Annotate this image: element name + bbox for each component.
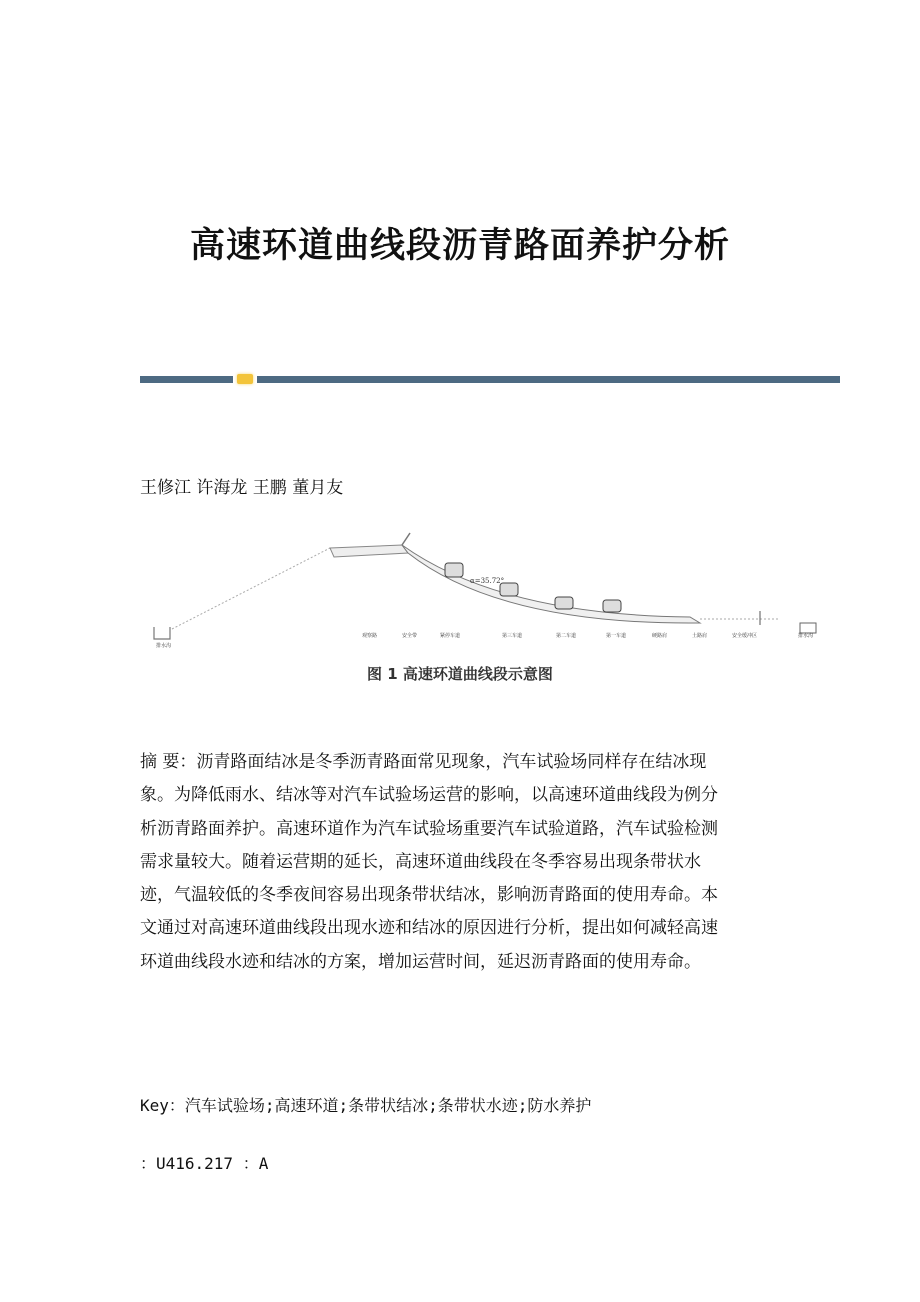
label: 硬路肩 [652, 633, 668, 639]
label: 观察路 [362, 633, 378, 639]
car [555, 597, 573, 609]
road-cross-section-figure [140, 525, 840, 655]
right-ditch [800, 623, 816, 633]
figure-caption: 图 1 高速环道曲线段示意图 [367, 665, 553, 683]
paper-title: 高速环道曲线段沥青路面养护分析 [189, 225, 730, 266]
classification-code: ：U416.217 ：A [140, 1154, 269, 1173]
label: 安全带 [402, 633, 418, 639]
curved-road [402, 545, 700, 623]
abstract-line: 文通过对高速环道曲线段出现水迹和结冰的原因进行分析，提出如何减轻高速 [140, 918, 718, 939]
divider-left [140, 376, 233, 383]
label: 安全缓冲区 [732, 633, 758, 639]
left-ditch [154, 627, 170, 639]
divider-badge [237, 374, 253, 384]
car [603, 600, 621, 612]
label-ditch-left: 排水沟 [156, 643, 172, 649]
left-slope [172, 548, 330, 629]
abstract-line: 象。为降低雨水、结冰等对汽车试验场运营的影响，以高速环道曲线段为例分 [140, 785, 718, 806]
keywords: Key：汽车试验场;高速环道;条带状结冰;条带状水迹;防水养护 [140, 1096, 592, 1115]
label-ditch-right: 排水沟 [798, 633, 814, 639]
label: 紧停车道 [440, 633, 461, 639]
label: 第二车道 [556, 633, 577, 639]
abstract-line: 环道曲线段水迹和结冰的方案，增加运营时间，延迟沥青路面的使用寿命。 [140, 951, 701, 972]
angle-label: α=35.72° [470, 577, 505, 585]
abstract-line: 需求量较大。随着运营期的延长，高速环道曲线段在冬季容易出现条带状水 [140, 851, 701, 872]
label: 第一车道 [606, 633, 627, 639]
pole [402, 533, 410, 545]
abstract-line: 摘 要：沥青路面结冰是冬季沥青路面常见现象，汽车试验场同样存在结冰现 [140, 752, 707, 772]
label: 土路肩 [692, 633, 708, 639]
divider-right [257, 376, 840, 383]
abstract [140, 746, 780, 979]
authors: 王修江 许海龙 王鹏 董月友 [140, 478, 344, 498]
label: 第三车道 [502, 633, 523, 639]
car [445, 563, 463, 577]
abstract-line: 析沥青路面养护。高速环道作为汽车试验场重要汽车试验道路，汽车试验检测 [140, 818, 718, 839]
top-road [330, 545, 408, 557]
abstract-line: 迹，气温较低的冬季夜间容易出现条带状结冰，影响沥青路面的使用寿命。本 [140, 885, 718, 906]
